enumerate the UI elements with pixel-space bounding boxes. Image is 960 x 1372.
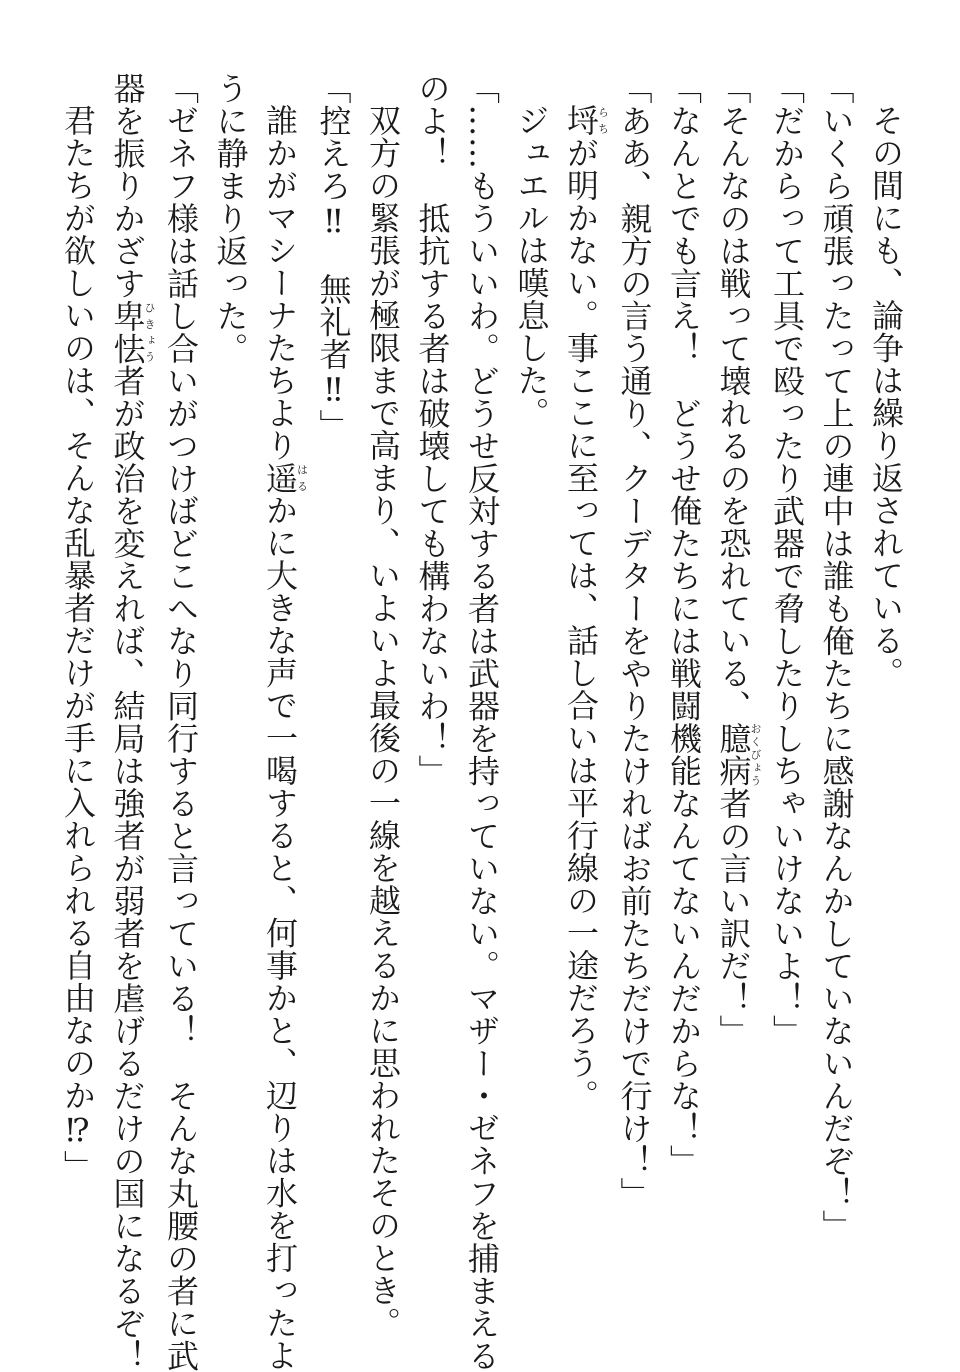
paragraph-4: 「そんなのは戦って壊れるのを恐れている、臆病おくびょう者の言い訳だ！」	[714, 72, 762, 1047]
paragraph-12-line-2: うに静まり返った。	[211, 72, 250, 365]
paragraph-9-line-1: 「……もういいわ。どうせ反対する者は武器を持っていない。マザー・ゼネフを捕まえる	[463, 72, 501, 1372]
paragraph-13-line-1: 「ゼネフ様は話し合いがつけばどこへなり同行すると言っている！ そんな丸腰の者に武	[162, 72, 200, 1372]
paragraph-3: 「だからって工具で殴ったり武器で脅したりしちゃいけないよ！」	[768, 72, 806, 1047]
paragraph-1: その間にも、論争は繰り返されている。	[867, 104, 905, 689]
paragraph-13-line-3: 君たちが欲しいのは、そんな乱暴者だけが手に入れられる自由なのか⁉」	[59, 104, 97, 1183]
paragraph-2: 「いくら頑張ったって上の連中は誰も俺たちに感謝なんかしていないんだぞ！」	[817, 72, 856, 1242]
paragraph-11: 「控えろ‼ 無礼者‼」	[314, 72, 353, 442]
paragraph-6: 「ああ、親方の言う通り、クーデターをやりたければお前たちだけで行け！」	[615, 72, 654, 1210]
paragraph-10: 双方の緊張が極限まで高まり、いよいよ最後の一線を越えるかに思われたそのとき。	[364, 104, 402, 1339]
paragraph-8: ジュエルは嘆息した。	[512, 104, 551, 429]
paragraph-7: 埒らちが明かない。事ここに至っては、話し合いは平行線の一途だろう。	[562, 104, 610, 1112]
paragraph-9-line-2: のよ！ 抵抗する者は破壊しても構わないわ！」	[413, 72, 452, 787]
paragraph-12-line-1: 誰かがマシーナたちより遥はるかに大きな声で一喝すると、何事かと、辺りは水を打ったよ	[261, 104, 309, 1372]
vertical-text-body	[53, 72, 911, 1372]
paragraph-5: 「なんとでも言え！ どうせ俺たちには戦闘機能なんてないんだからな！」	[665, 72, 703, 1177]
paragraph-13-line-2: 器を振りかざす卑怯ひきょう者が政治を変えれば、結局は強者が弱者を虐げるだけの国になるぞ！	[108, 72, 156, 1372]
